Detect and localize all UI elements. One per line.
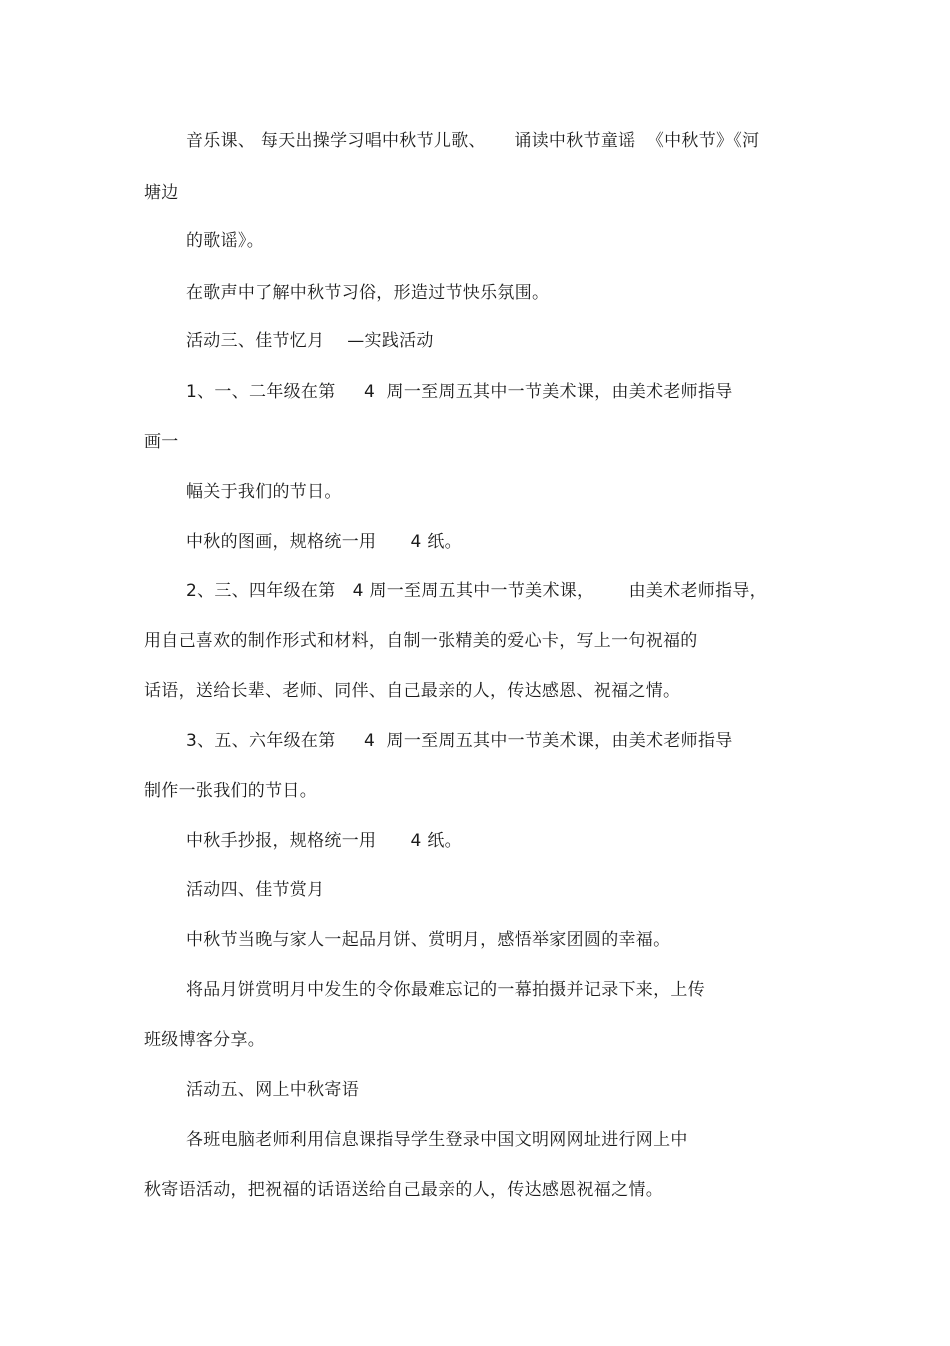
paragraph-line: 2、三、四年级在第 4 周一至周五其中一节美术课， 由美术老师指导， <box>186 581 767 601</box>
paragraph-line: 1、一、二年级在第 4 周一至周五其中一节美术课，由美术老师指导 <box>186 382 733 402</box>
paragraph-line: 的歌谣》。 <box>186 231 264 251</box>
paragraph-line: 中秋的图画，规格统一用 4 纸。 <box>186 532 462 552</box>
paragraph-line: 幅关于我们的节日。 <box>186 482 342 502</box>
paragraph-line: 将品月饼赏明月中发生的令你最难忘记的一幕拍摄并记录下来，上传 <box>186 980 705 1000</box>
paragraph-line: 在歌声中了解中秋节习俗，形造过节快乐氛围。 <box>186 283 550 303</box>
section-heading: 活动三、佳节忆月 —实践活动 <box>186 331 434 351</box>
paragraph-line: 班级博客分享。 <box>144 1030 266 1050</box>
paragraph-line: 画一 <box>144 432 179 452</box>
paragraph-line: 塘边 <box>144 183 179 203</box>
paragraph-line: 中秋节当晚与家人一起品月饼、赏明月，感悟举家团圆的幸福。 <box>186 930 671 950</box>
paragraph-line: 话语，送给长辈、老师、同伴、自己最亲的人，传达感恩、祝福之情。 <box>144 681 681 701</box>
paragraph-line: 3、五、六年级在第 4 周一至周五其中一节美术课，由美术老师指导 <box>186 731 733 751</box>
paragraph-line: 秋寄语活动，把祝福的话语送给自己最亲的人，传达感恩祝福之情。 <box>144 1180 663 1200</box>
paragraph-line: 制作一张我们的节日。 <box>144 781 317 801</box>
paragraph-line: 各班电脑老师利用信息课指导学生登录中国文明网网址进行网上中 <box>186 1130 688 1150</box>
section-heading: 活动五、网上中秋寄语 <box>186 1080 359 1100</box>
paragraph-line: 中秋手抄报，规格统一用 4 纸。 <box>186 831 462 851</box>
paragraph-line: 用自己喜欢的制作形式和材料，自制一张精美的爱心卡，写上一句祝福的 <box>144 631 698 651</box>
paragraph-line: 音乐课、 每天出操学习唱中秋节儿歌、 诵读中秋节童谣 《中秋节》《河 <box>186 131 760 151</box>
section-heading: 活动四、佳节赏月 <box>186 880 325 900</box>
